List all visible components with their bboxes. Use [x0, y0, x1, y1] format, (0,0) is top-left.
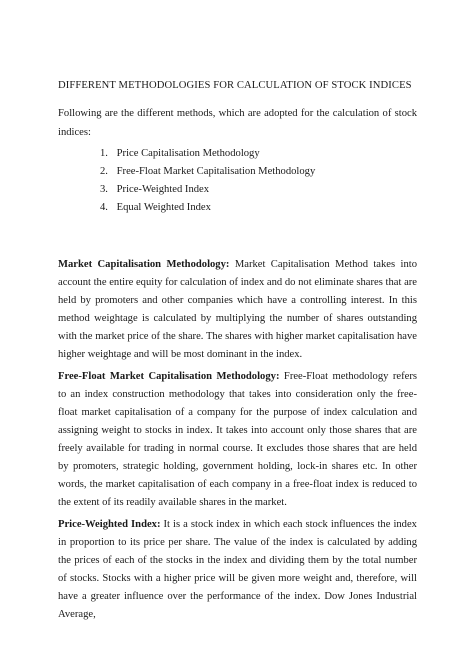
list-label: Free-Float Market Capitalisation Methodology — [116, 166, 316, 177]
section-body: Free-Float methodology refers to an index construction methodology that takes into consideration only the free-float market capitalisation of a company for the purpose of index calculation and assigning weight to stocks in index. It takes into account only those shares that are freely available for trading in normal course. It excludes those shares that are held by promoters, strategic holding, government holding, lock-in shares etc. In other words, the market capitalisation of each company in a free-float index is reduced to the extent of its readily available shares in the market. — [58, 370, 417, 509]
section-price-weighted — [58, 516, 417, 625]
methods-list — [100, 145, 315, 217]
list-label: Equal Weighted Index — [116, 202, 211, 213]
list-number: 1. — [100, 148, 108, 159]
list-label: Price Capitalisation Methodology — [116, 148, 260, 159]
section-heading: Free-Float Market Capitalisation Methodology: — [58, 370, 280, 382]
list-number: 4. — [100, 202, 108, 213]
section-body: It is a stock index in which each stock influences the index in proportion to its price per share. The value of the index is calculated by adding the prices of each of the stocks in the index and dividing them by the total number of stocks. Stocks with a higher price will be given more weight and, therefore, will have a greater influence over the performance of the index. Dow Jones Industrial Average, — [58, 518, 417, 621]
list-number: 3. — [100, 184, 108, 195]
section-body: Market Capitalisation Method takes into account the entire equity for calculation of index and do not eliminate shares that are held by promoters and other companies which have a controlling interest. In this method weightage is calculated by multiplying the number of shares outstanding with the market price of the share. The shares with higher market capitalisation have higher weightage and will be most dominant in the index. — [58, 258, 417, 361]
section-free-float — [58, 368, 417, 513]
intro-paragraph: Following are the different methods, which are adopted for the calculation of stock indices: — [58, 108, 417, 138]
list-number: 2. — [100, 166, 108, 177]
section-heading: Market Capitalisation Methodology: — [58, 258, 230, 270]
document-title: DIFFERENT METHODOLOGIES FOR CALCULATION OF STOCK INDICES — [58, 80, 412, 91]
section-market-capitalisation — [58, 256, 417, 365]
list-item — [100, 145, 315, 163]
list-label: Price-Weighted Index — [116, 184, 210, 195]
section-heading: Price-Weighted Index: — [58, 518, 161, 530]
list-item — [100, 199, 315, 217]
list-item — [100, 181, 315, 199]
list-item — [100, 163, 315, 181]
